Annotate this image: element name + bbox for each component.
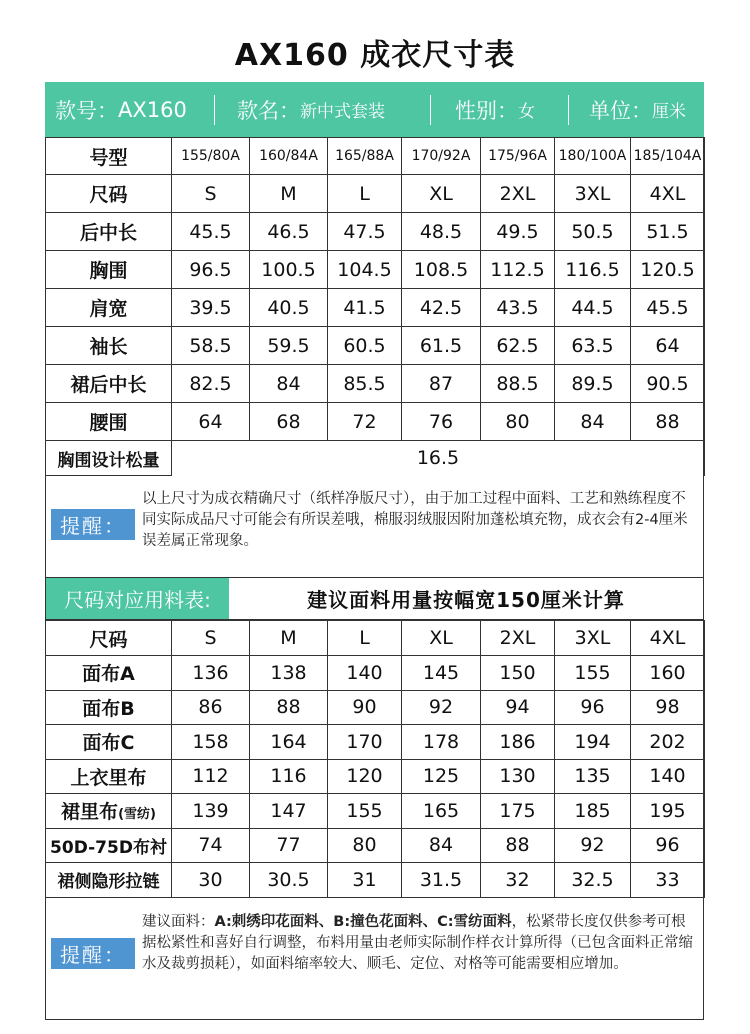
measurement-row [46,327,705,365]
value-cell: 51.5 [631,213,705,251]
measurement-row [46,213,705,251]
row-header-main: 裙里布 [61,801,119,824]
note-box-fabric [45,896,704,1020]
style-name-value: 新中式套装 [300,102,385,122]
value-cell: 41.5 [328,289,402,327]
value-cell: 87 [402,365,481,403]
unit-label: 单位： [589,98,652,123]
value-cell: 89.5 [555,365,631,403]
row-header: 裙后中长 [46,365,172,403]
row-header: 裙侧隐形拉链 [46,863,172,898]
value-cell: 178 [402,725,481,760]
measurement-row [46,289,705,327]
value-cell: 45.5 [172,213,250,251]
value-cell: 96 [631,828,705,863]
row-header: 面布A [46,656,172,691]
ease-row [46,441,705,476]
fabric-section-header [45,577,704,620]
size-cell: M [250,621,328,656]
value-cell: 31 [328,863,402,898]
value-cell: 175 [481,794,555,829]
fabric-row [46,828,705,863]
row-header: 尺码 [46,621,172,656]
value-cell: 139 [172,794,250,829]
row-header: 肩宽 [46,289,172,327]
value-cell: 45.5 [631,289,705,327]
value-cell: 160 [631,656,705,691]
model-cell: 160/84A [250,138,328,175]
size-row [46,175,705,213]
value-cell: 47.5 [328,213,402,251]
fabric-row [46,725,705,760]
value-cell: 62.5 [481,327,555,365]
value-cell: 155 [328,794,402,829]
value-cell: 50.5 [555,213,631,251]
size-cell: S [172,621,250,656]
value-cell: 85.5 [328,365,402,403]
size-cell: XL [402,175,481,213]
size-cell: L [328,621,402,656]
value-cell: 64 [631,327,705,365]
size-table [45,137,705,476]
header-bar [45,82,704,137]
size-cell: 2XL [481,621,555,656]
model-cell: 175/96A [481,138,555,175]
measurement-row [46,365,705,403]
fabric-reminder-prefix: 建议面料： [142,914,215,930]
fabric-row [46,794,705,829]
row-header: 上衣里布 [46,759,172,794]
fabric-row [46,863,705,898]
row-header: 面布B [46,690,172,725]
value-cell: 90 [328,690,402,725]
value-cell: 59.5 [250,327,328,365]
fabric-reminder-rest: ，松紧带长度仅供参考可根据松紧性和喜好自行调整，布料用量由老师实际制作样衣计算所得（已包含面料正常缩水及裁剪损耗），如面料缩率较大、顺毛、定位、对格等可能需要相应增加。 [142,914,693,972]
row-header: 后中长 [46,213,172,251]
size-cell: L [328,175,402,213]
value-cell: 186 [481,725,555,760]
value-cell: 64 [172,403,250,441]
value-cell: 74 [172,828,250,863]
value-cell: 90.5 [631,365,705,403]
value-cell: 68 [250,403,328,441]
fabric-row [46,656,705,691]
value-cell: 30.5 [250,863,328,898]
fabric-section-label: 尺码对应用料表: [46,578,229,619]
value-cell: 185 [555,794,631,829]
value-cell: 116.5 [555,251,631,289]
value-cell: 104.5 [328,251,402,289]
value-cell: 82.5 [172,365,250,403]
size-cell: 4XL [631,621,705,656]
row-header [46,794,172,829]
gender-cell [431,82,569,137]
model-cell: 165/88A [328,138,402,175]
ease-value-cell: 16.5 [172,441,705,476]
value-cell: 98 [631,690,705,725]
value-cell: 96 [555,690,631,725]
value-cell: 170 [328,725,402,760]
model-row [46,138,705,175]
model-cell: 170/92A [402,138,481,175]
value-cell: 48.5 [402,213,481,251]
style-no-value: AX160 [118,97,187,122]
value-cell: 31.5 [402,863,481,898]
style-no-cell [45,82,215,137]
value-cell: 112 [172,759,250,794]
value-cell: 63.5 [555,327,631,365]
page-title: AX160 成衣尺寸表 [234,38,516,73]
value-cell: 30 [172,863,250,898]
row-header: 腰围 [46,403,172,441]
value-cell: 88 [481,828,555,863]
value-cell: 92 [402,690,481,725]
fabric-table [45,620,705,898]
value-cell: 147 [250,794,328,829]
value-cell: 135 [555,759,631,794]
value-cell: 150 [481,656,555,691]
gender-label: 性别： [455,98,518,123]
row-header: 50D-75D布衬 [46,828,172,863]
value-cell: 140 [328,656,402,691]
value-cell: 136 [172,656,250,691]
value-cell: 88 [631,403,705,441]
value-cell: 32 [481,863,555,898]
value-cell: 100.5 [250,251,328,289]
value-cell: 49.5 [481,213,555,251]
row-header: 尺码 [46,175,172,213]
value-cell: 88.5 [481,365,555,403]
value-cell: 92 [555,828,631,863]
value-cell: 39.5 [172,289,250,327]
value-cell: 43.5 [481,289,555,327]
value-cell: 80 [481,403,555,441]
row-header: 面布C [46,725,172,760]
value-cell: 80 [328,828,402,863]
value-cell: 46.5 [250,213,328,251]
value-cell: 86 [172,690,250,725]
value-cell: 58.5 [172,327,250,365]
value-cell: 165 [402,794,481,829]
value-cell: 112.5 [481,251,555,289]
size-cell: 3XL [555,621,631,656]
value-cell: 164 [250,725,328,760]
fabric-reminder-text [142,912,697,975]
gender-value: 女 [518,102,535,122]
value-cell: 120 [328,759,402,794]
value-cell: 138 [250,656,328,691]
size-cell: 3XL [555,175,631,213]
value-cell: 194 [555,725,631,760]
size-cell: 4XL [631,175,705,213]
size-cell: S [172,175,250,213]
value-cell: 145 [402,656,481,691]
value-cell: 40.5 [250,289,328,327]
fabric-size-row [46,621,705,656]
reminder-badge: 提醒： [51,509,135,540]
value-cell: 116 [250,759,328,794]
fabric-row [46,690,705,725]
note-box-size [45,473,704,577]
model-cell: 155/80A [172,138,250,175]
unit-value: 厘米 [652,102,686,122]
fabric-row [46,759,705,794]
value-cell: 195 [631,794,705,829]
value-cell: 140 [631,759,705,794]
value-cell: 202 [631,725,705,760]
reminder-text: 以上尺寸为成衣精确尺寸（纸样净版尺寸），由于加工过程中面料、工艺和熟练程度不同实际成品尺寸可能会有所误差哦，棉服羽绒服因附加蓬松填充物，成衣会有2-4厘米误差属正常现象。 [142,491,688,549]
model-cell: 185/104A [631,138,705,175]
value-cell: 42.5 [402,289,481,327]
value-cell: 61.5 [402,327,481,365]
value-cell: 44.5 [555,289,631,327]
measurement-row [46,251,705,289]
row-header: 号型 [46,138,172,175]
value-cell: 94 [481,690,555,725]
row-header: 胸围 [46,251,172,289]
value-cell: 33 [631,863,705,898]
row-header: 袖长 [46,327,172,365]
unit-cell [569,82,704,137]
fabric-reminder-bold: A:刺绣印花面料、B:撞色花面料、C:雪纺面料 [214,914,512,930]
measurement-row [46,403,705,441]
size-cell: 2XL [481,175,555,213]
reminder-badge: 提醒： [51,938,135,969]
row-header: 胸围设计松量 [46,441,172,476]
value-cell: 155 [555,656,631,691]
style-no-label: 款号： [55,98,118,123]
value-cell: 96.5 [172,251,250,289]
value-cell: 32.5 [555,863,631,898]
value-cell: 108.5 [402,251,481,289]
row-header-suffix: (雪纺) [118,807,156,823]
value-cell: 77 [250,828,328,863]
value-cell: 84 [555,403,631,441]
size-cell: XL [402,621,481,656]
value-cell: 84 [250,365,328,403]
fabric-calc-note: 建议面料用量按幅宽150厘米计算 [307,588,625,612]
value-cell: 120.5 [631,251,705,289]
value-cell: 125 [402,759,481,794]
style-name-label: 款名： [237,98,300,123]
value-cell: 76 [402,403,481,441]
value-cell: 158 [172,725,250,760]
value-cell: 60.5 [328,327,402,365]
value-cell: 130 [481,759,555,794]
value-cell: 88 [250,690,328,725]
value-cell: 84 [402,828,481,863]
size-cell: M [250,175,328,213]
value-cell: 72 [328,403,402,441]
model-cell: 180/100A [555,138,631,175]
style-name-cell [215,82,431,137]
